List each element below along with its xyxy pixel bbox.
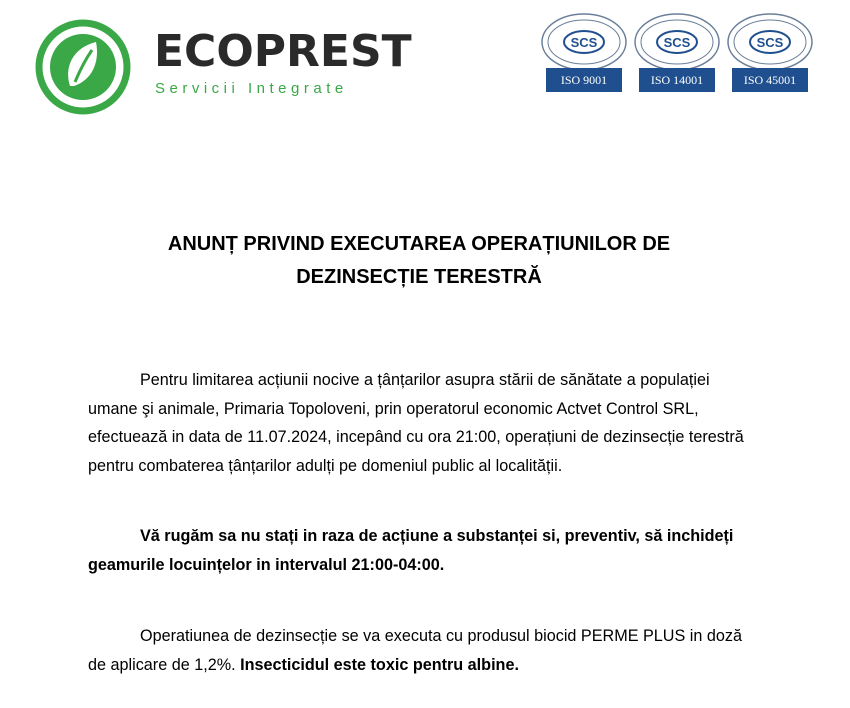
paragraph-product — [88, 622, 748, 679]
paragraph-warning — [88, 522, 748, 579]
cert-badge-iso-14001 — [633, 12, 721, 92]
title-line-1: ANUNȚ PRIVIND EXECUTAREA OPERAȚIUNILOR DE — [167, 233, 671, 255]
paragraph-1-text: Pentru limitarea acțiunii nocive a țânțarilor asupra stării de sănătate a populației umane şi animale, Primaria Topoloveni, prin operatorul economic Actvet Control SRL, efectuează in data de 11.07.2024, incepând cu ora 21:00, operațiuni de dezinsecție terestră pentru combaterea țânțarilor adulți pe domeniul public al localității. — [88, 371, 744, 475]
cert-label: ISO 14001 — [639, 68, 715, 92]
paragraph-3-bold-text: Insecticidul este toxic pentru albine. — [240, 655, 519, 674]
svg-text:SCS: SCS — [570, 35, 598, 50]
scs-seal-icon — [726, 12, 814, 72]
cert-label: ISO 45001 — [732, 68, 808, 92]
brand-tagline: Servicii Integrate — [155, 80, 348, 97]
scs-seal-icon — [540, 12, 628, 72]
paragraph-announcement — [88, 366, 748, 480]
paragraph-2-text: Vă rugăm sa nu stați in raza de acțiune a substanței si, preventiv, să inchideți geamurile locuințelor in intervalul 21:00-04:00. — [88, 527, 734, 574]
paragraph-3-text: Operatiunea de dezinsecție se va executa cu produsul biocid PERME PLUS in doză de aplicare de 1,2%. — [88, 627, 742, 674]
ecoprest-logo — [34, 18, 414, 118]
certification-badges — [540, 12, 815, 92]
svg-text:SCS: SCS — [756, 35, 784, 50]
cert-label: ISO 9001 — [546, 68, 622, 92]
scs-seal-icon — [633, 12, 721, 72]
brand-name: ECOPREST — [154, 26, 412, 77]
title-line-2: DEZINSECȚIE TERESTRĂ — [296, 266, 542, 288]
cert-badge-iso-9001 — [540, 12, 628, 92]
document-title — [0, 228, 838, 294]
svg-text:SCS: SCS — [663, 35, 691, 50]
cert-badge-iso-45001 — [726, 12, 814, 92]
leaf-logo-icon — [34, 18, 132, 116]
